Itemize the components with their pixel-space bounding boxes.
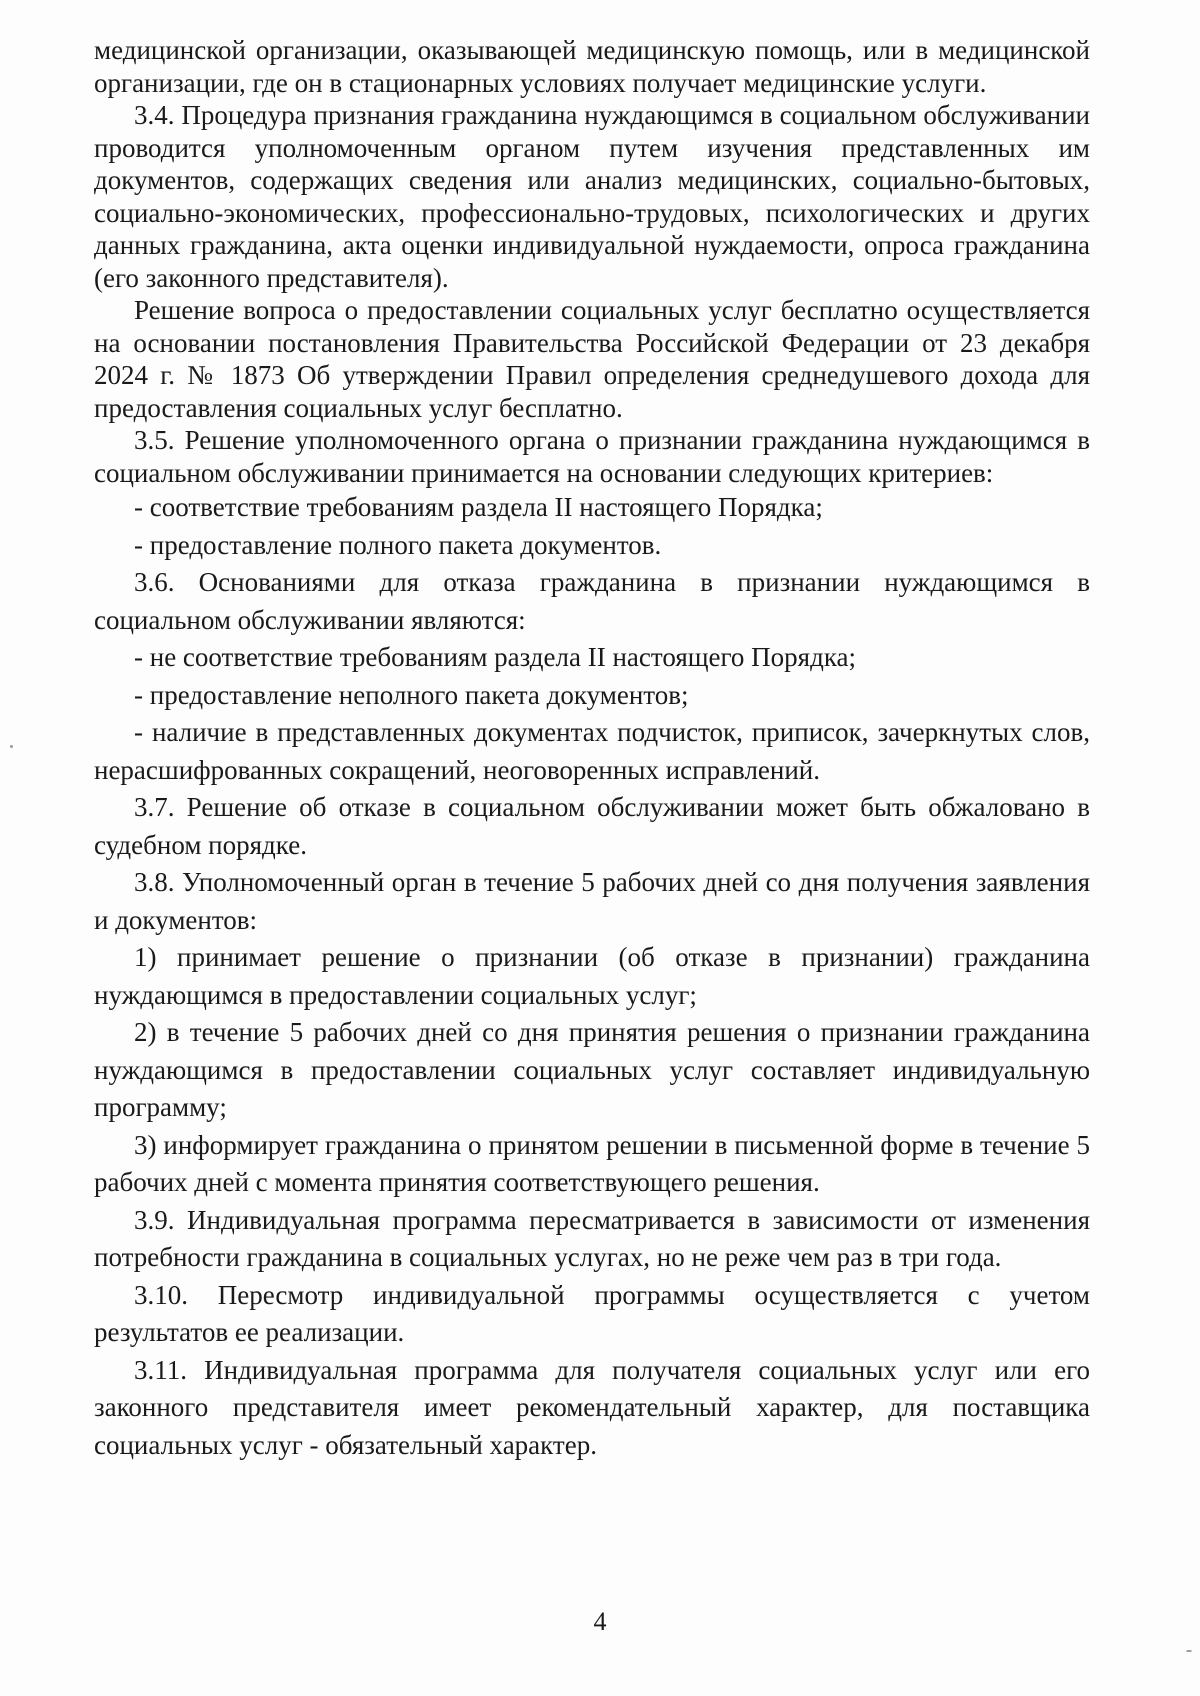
paragraph-3-4: 3.4. Процедура признания гражданина нуждающимся в социальном обслуживании проводится уполномоченным органом путем изучения представленных им документов, содержащих сведения или анализ медицинских, социально-бытовых, социально-экономических, профессионально-трудовых, психологических и других данных гражданина, акта оценки индивидуальной нуждаемости, опроса гражданина (его законного представителя).	[94, 100, 1090, 293]
paragraph-3-11: 3.11. Индивидуальная программа для получателя социальных услуг или его законного представителя имеет рекомендательный характер, для поставщика социальных услуг - обязательный характер.	[94, 1354, 1090, 1460]
paragraph-3-10: 3.10. Пересмотр индивидуальной программы осуществляется с учетом результатов ее реализации.	[94, 1279, 1090, 1347]
list-item-3-6-2: - предоставление неполного пакета документов;	[134, 679, 689, 710]
list-item-3-6-1: - не соответствие требованиям раздела II настоящего Порядка;	[134, 642, 857, 672]
paragraph-3-9: 3.9. Индивидуальная программа пересматривается в зависимости от изменения потребности гражданина в социальных услугах, но не реже чем раз в три года.	[94, 1204, 1090, 1272]
document-body	[94, 34, 1090, 1464]
list-item-3-8-3: 3) информирует гражданина о принятом решении в письменной форме в течение 5 рабочих дней с момента принятия соответствующего решения.	[94, 1129, 1090, 1197]
paragraph-3-6: 3.6. Основаниями для отказа гражданина в признании нуждающимся в социальном обслуживании являются:	[94, 567, 1090, 635]
paragraph-3-8: 3.8. Уполномоченный орган в течение 5 рабочих дней со дня получения заявления и документов:	[94, 867, 1090, 935]
paragraph-3-7: 3.7. Решение об отказе в социальном обслуживании может быть обжаловано в судебном порядке.	[94, 792, 1090, 860]
page-number: 4	[593, 1607, 607, 1636]
list-item-3-5-1: - соответствие требованиям раздела II настоящего Порядка;	[134, 492, 823, 522]
list-item-3-6-3: - наличие в представленных документах подчисток, приписок, зачеркнутых слов, нерасшифрованных сокращений, неоговоренных исправлений.	[94, 717, 1090, 785]
list-item-3-8-1: 1) принимает решение о признании (об отказе в признании) гражданина нуждающимся в предоставлении социальных услуг;	[94, 942, 1090, 1010]
paragraph-3-4-decision: Решение вопроса о предоставлении социальных услуг бесплатно осуществляется на основании постановления Правительства Российской Федерации от 23 декабря 2024 г. № 1873 Об утверждении Правил определения среднедушевого дохода для предоставления социальных услуг бесплатно.	[94, 295, 1090, 423]
list-item-3-8-2: 2) в течение 5 рабочих дней со дня принятия решения о признании гражданина нуждающимся в предоставлении социальных услуг составляет индивидуальную программу;	[94, 1017, 1090, 1122]
list-item-3-5-2: - предоставление полного пакета документов.	[134, 529, 662, 560]
paragraph-continuation: медицинской организации, оказывающей медицинскую помощь, или в медицинской организации, где он в стационарных условиях получает медицинские услуги.	[94, 35, 1090, 98]
paragraph-3-5: 3.5. Решение уполномоченного органа о признании гражданина нуждающимся в социальном обслуживании принимается на основании следующих критериев:	[94, 425, 1090, 488]
scan-speck	[10, 745, 13, 748]
scan-speck	[1186, 1650, 1192, 1652]
